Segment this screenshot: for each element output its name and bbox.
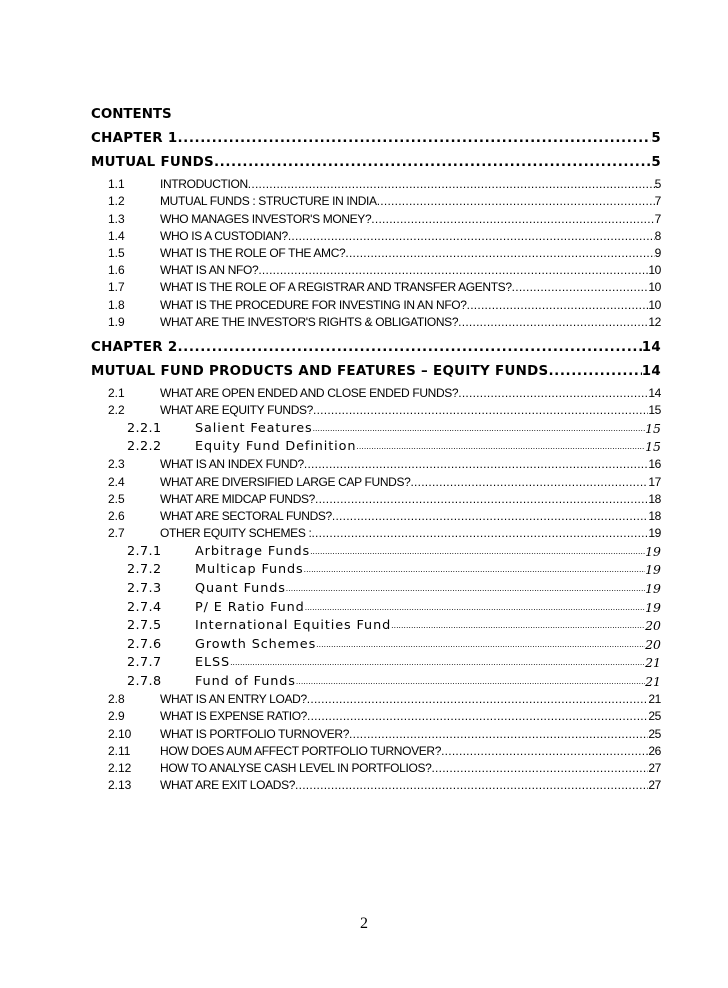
toc-entry-number: 2.7.5 xyxy=(127,618,162,634)
toc-entry-number: 1.2 xyxy=(108,194,125,209)
toc-entry-number: 1.4 xyxy=(108,228,125,243)
toc-entry-title: Salient Features xyxy=(195,420,313,436)
toc-entry-number: 2.2.2 xyxy=(127,439,162,455)
toc-entry-title: WHAT IS AN NFO? xyxy=(160,263,259,278)
toc-entry-page: 14 xyxy=(648,385,661,400)
toc-entry-page: 19 xyxy=(645,580,661,596)
dot-leader xyxy=(441,744,648,758)
toc-entry-number: 2.7.7 xyxy=(127,655,162,671)
toc-entry-title: WHAT IS EXPENSE RATIO? xyxy=(160,709,307,724)
toc-entry-2-7-3[interactable] xyxy=(91,577,661,596)
toc-entry-2-2-1[interactable] xyxy=(91,417,661,436)
toc-entry-number: 2.2 xyxy=(108,403,125,418)
dot-leader xyxy=(304,457,648,471)
toc-entry-page: 19 xyxy=(645,599,661,615)
toc-entry-page: 19 xyxy=(645,543,661,559)
toc-entry-page: 16 xyxy=(648,457,661,472)
dot-leader xyxy=(315,492,648,506)
dot-leader xyxy=(431,761,648,775)
toc-entry-page: 10 xyxy=(648,297,661,312)
toc-entry-number: 1.7 xyxy=(108,280,125,295)
toc-entry-number: 2.13 xyxy=(108,778,132,793)
toc-entry-page: 7 xyxy=(654,194,661,209)
toc-entry-2-7-8[interactable] xyxy=(91,670,661,689)
toc-entry-1-7[interactable] xyxy=(91,277,661,294)
toc-entry-title: MUTUAL FUNDS : STRUCTURE IN INDIA xyxy=(160,194,377,209)
dot-leader xyxy=(214,155,651,170)
toc-entry-page: 5 xyxy=(651,131,661,146)
dot-leader xyxy=(371,212,654,226)
toc-entry-2-5[interactable] xyxy=(91,489,661,506)
toc-entry-2-7-4[interactable] xyxy=(91,596,661,615)
dot-leader xyxy=(310,547,645,559)
toc-entry-number: 2.12 xyxy=(108,760,132,775)
toc-entry-title: HOW TO ANALYSE CASH LEVEL IN PORTFOLIOS? xyxy=(160,760,432,775)
toc-entry-2-7-5[interactable] xyxy=(91,615,661,634)
dot-leader xyxy=(391,621,645,633)
toc-entry-page: 10 xyxy=(648,280,661,295)
dot-leader xyxy=(177,340,641,355)
toc-entry-page: 8 xyxy=(654,228,661,243)
toc-entry-1-4[interactable] xyxy=(91,226,661,243)
toc-entry-title: INTRODUCTION xyxy=(160,177,248,192)
toc-entry-title: WHAT ARE EQUITY FUNDS? xyxy=(160,403,313,418)
toc-entry-page: 27 xyxy=(648,778,661,793)
toc-entry-title: WHAT IS THE ROLE OF A REGISTRAR AND TRANSFER AGENTS? xyxy=(160,280,512,295)
dot-leader xyxy=(258,263,648,277)
toc-entry-2-3[interactable] xyxy=(91,454,661,471)
toc-entry-chapter-1[interactable] xyxy=(91,126,661,146)
dot-leader xyxy=(356,442,645,454)
toc-entry-title: WHAT ARE SECTORAL FUNDS? xyxy=(160,509,332,523)
dot-leader xyxy=(458,386,648,400)
dot-leader xyxy=(410,475,648,489)
toc-entry-number: 1.1 xyxy=(108,177,125,192)
toc-entry-number: 2.11 xyxy=(108,743,131,758)
toc-entry-number: 2.6 xyxy=(108,509,125,523)
dot-leader xyxy=(177,131,651,146)
toc-entry-number: 2.7.8 xyxy=(127,673,162,689)
toc-entry-title: WHAT IS THE PROCEDURE FOR INVESTING IN AN NFO? xyxy=(160,297,467,312)
toc-entry-1-3[interactable] xyxy=(91,208,661,225)
toc-entry-title: ELSS xyxy=(195,655,231,671)
toc-entry-title: P/ E Ratio Fund xyxy=(195,599,305,615)
toc-entry-title: WHAT IS AN ENTRY LOAD? xyxy=(160,692,307,707)
dot-leader xyxy=(512,280,649,294)
dot-leader xyxy=(305,603,645,615)
toc-entry-page: 26 xyxy=(648,743,661,758)
dot-leader xyxy=(311,526,648,540)
dot-leader xyxy=(307,709,648,723)
toc-entry-number: 2.5 xyxy=(108,491,125,506)
toc-entry-page: 19 xyxy=(645,562,661,578)
toc-entry-title: WHAT ARE MIDCAP FUNDS? xyxy=(160,491,315,506)
toc-entry-title: WHAT ARE DIVERSIFIED LARGE CAP FUNDS? xyxy=(160,474,411,489)
toc-entry-2-7-2[interactable] xyxy=(91,559,661,578)
toc-entry-title: WHO MANAGES INVESTOR'S MONEY? xyxy=(160,211,372,226)
toc-entry-2-12[interactable] xyxy=(91,758,661,775)
toc-entry-title: HOW DOES AUM AFFECT PORTFOLIO TURNOVER? xyxy=(160,743,442,758)
toc-entry-2-1[interactable] xyxy=(91,383,661,400)
toc-entry-title: CHAPTER 1 xyxy=(91,131,178,146)
toc-entry-number: 2.7 xyxy=(108,526,125,541)
toc-entry-page: 18 xyxy=(648,509,661,523)
toc-entry-page: 7 xyxy=(654,211,661,226)
toc-entry-2-4[interactable] xyxy=(91,471,661,488)
dot-leader xyxy=(377,194,655,208)
dot-leader xyxy=(313,403,648,417)
toc-entry-page: 19 xyxy=(648,526,661,541)
dot-leader xyxy=(286,584,645,596)
table-of-contents xyxy=(91,104,661,792)
toc-entry-chapter-2[interactable] xyxy=(91,335,661,355)
toc-entry-2-2[interactable] xyxy=(91,400,661,417)
toc-entry-page: 5 xyxy=(654,177,661,192)
dot-leader xyxy=(458,315,648,329)
toc-entry-number: 2.1 xyxy=(108,385,125,400)
toc-entry-2-8[interactable] xyxy=(91,689,661,706)
dot-leader xyxy=(307,692,649,706)
toc-entry-1-9[interactable] xyxy=(91,312,661,329)
dot-leader xyxy=(467,298,649,312)
toc-entry-2-7-1[interactable] xyxy=(91,540,661,559)
dot-leader xyxy=(248,177,655,191)
toc-entry-title: Quant Funds xyxy=(195,580,286,596)
dot-leader xyxy=(296,677,645,689)
toc-entry-1-6[interactable] xyxy=(91,260,661,277)
toc-entry-number: 1.3 xyxy=(108,211,125,226)
toc-entry-number: 2.7.2 xyxy=(127,562,162,578)
toc-entry-1-2[interactable] xyxy=(91,191,661,208)
toc-entry-number: 2.4 xyxy=(108,474,125,489)
toc-entry-page: 15 xyxy=(645,439,661,455)
toc-entry-1-1[interactable] xyxy=(91,174,661,191)
toc-entry-title: International Equities Fund xyxy=(195,618,392,634)
dot-leader xyxy=(345,246,654,260)
toc-entry-title: WHO IS A CUSTODIAN? xyxy=(160,228,288,243)
toc-entry-page: 15 xyxy=(645,420,661,436)
toc-entry-title: WHAT ARE OPEN ENDED AND CLOSE ENDED FUNDS? xyxy=(160,385,459,400)
toc-entry-page: 25 xyxy=(648,709,661,724)
toc-entry-page: 27 xyxy=(648,760,661,775)
dot-leader xyxy=(313,424,646,436)
toc-entry-2-10[interactable] xyxy=(91,723,661,740)
toc-entry-page: 10 xyxy=(648,263,661,278)
toc-entry-number: 1.6 xyxy=(108,263,125,278)
toc-entry-number: 2.9 xyxy=(108,709,125,724)
toc-entry-number: 2.8 xyxy=(108,692,125,707)
toc-entry-title: Fund of Funds xyxy=(195,673,296,689)
toc-entry-page: 9 xyxy=(654,245,661,260)
toc-entry-page: 18 xyxy=(648,491,661,506)
toc-entry-2-7-7[interactable] xyxy=(91,652,661,671)
toc-entry-title: MUTUAL FUND PRODUCTS AND FEATURES – EQUITY FUNDS xyxy=(91,363,549,379)
toc-entry-title: WHAT ARE THE INVESTOR'S RIGHTS & OBLIGATIONS? xyxy=(160,314,459,329)
toc-entry-2-13[interactable] xyxy=(91,775,661,792)
toc-entry-number: 1.5 xyxy=(108,245,125,260)
toc-entry-title: WHAT IS AN INDEX FUND? xyxy=(160,457,304,472)
toc-entry-2-9[interactable] xyxy=(91,706,661,723)
toc-entry-page: 12 xyxy=(648,314,661,329)
toc-entry-number: 2.3 xyxy=(108,457,125,472)
dot-leader xyxy=(548,364,641,379)
dot-leader xyxy=(230,658,645,670)
toc-entry-page: 25 xyxy=(648,726,661,741)
toc-entry-1-8[interactable] xyxy=(91,294,661,311)
contents-heading: CONTENTS xyxy=(91,107,172,122)
toc-entry-title: WHAT IS PORTFOLIO TURNOVER? xyxy=(160,726,350,741)
toc-entry-number: 1.8 xyxy=(108,297,125,312)
toc-entry-number: 2.2.1 xyxy=(127,420,162,436)
toc-entry-2-7[interactable] xyxy=(91,523,661,540)
toc-entry-2-2-2[interactable] xyxy=(91,436,661,455)
toc-entry-title: WHAT IS THE ROLE OF THE AMC? xyxy=(160,245,346,260)
toc-entry-page: 5 xyxy=(651,155,661,170)
toc-entry-page: 14 xyxy=(641,363,661,379)
toc-entry-number: 2.10 xyxy=(108,726,132,741)
toc-entry-number: 2.7.6 xyxy=(127,636,162,652)
dot-leader xyxy=(304,565,645,577)
page-number: 2 xyxy=(360,915,368,932)
toc-entry-page: 21 xyxy=(645,655,661,671)
toc-entry-title: Growth Schemes xyxy=(195,636,317,652)
toc-entry-number: 2.7.3 xyxy=(127,580,162,596)
dot-leader xyxy=(349,727,648,741)
toc-entry-page: 14 xyxy=(641,339,661,355)
toc-entry-title: Equity Fund Definition xyxy=(195,439,357,455)
toc-entry-2-7-6[interactable] xyxy=(91,633,661,652)
toc-entry-page: 20 xyxy=(645,618,661,634)
toc-entry-2-11[interactable] xyxy=(91,741,661,758)
toc-entry-title: Multicap Funds xyxy=(195,562,304,578)
toc-entry-1-5[interactable] xyxy=(91,243,661,260)
toc-entry-title: MUTUAL FUNDS xyxy=(91,155,214,170)
toc-entry-number: 2.7.1 xyxy=(127,543,162,559)
toc-entry-title: OTHER EQUITY SCHEMES : xyxy=(160,526,312,541)
toc-entry-title: Arbitrage Funds xyxy=(195,543,311,559)
toc-entry-page: 15 xyxy=(648,403,661,418)
toc-entry-page: 17 xyxy=(648,474,661,489)
dot-leader xyxy=(295,778,648,792)
toc-entry-2-6[interactable] xyxy=(91,506,661,523)
toc-entry-equity-funds[interactable] xyxy=(91,359,661,379)
toc-entry-title: WHAT ARE EXIT LOADS? xyxy=(160,778,296,793)
toc-entry-title: CHAPTER 2 xyxy=(91,339,178,355)
toc-entry-page: 20 xyxy=(645,636,661,652)
toc-entry-mutual-funds[interactable] xyxy=(91,150,661,170)
toc-entry-page: 21 xyxy=(645,673,661,689)
toc-entry-number: 1.9 xyxy=(108,314,125,329)
dot-leader xyxy=(316,640,645,652)
dot-leader xyxy=(332,509,648,523)
toc-entry-number: 2.7.4 xyxy=(127,599,162,615)
dot-leader xyxy=(288,229,655,243)
toc-entry-page: 21 xyxy=(648,692,661,707)
